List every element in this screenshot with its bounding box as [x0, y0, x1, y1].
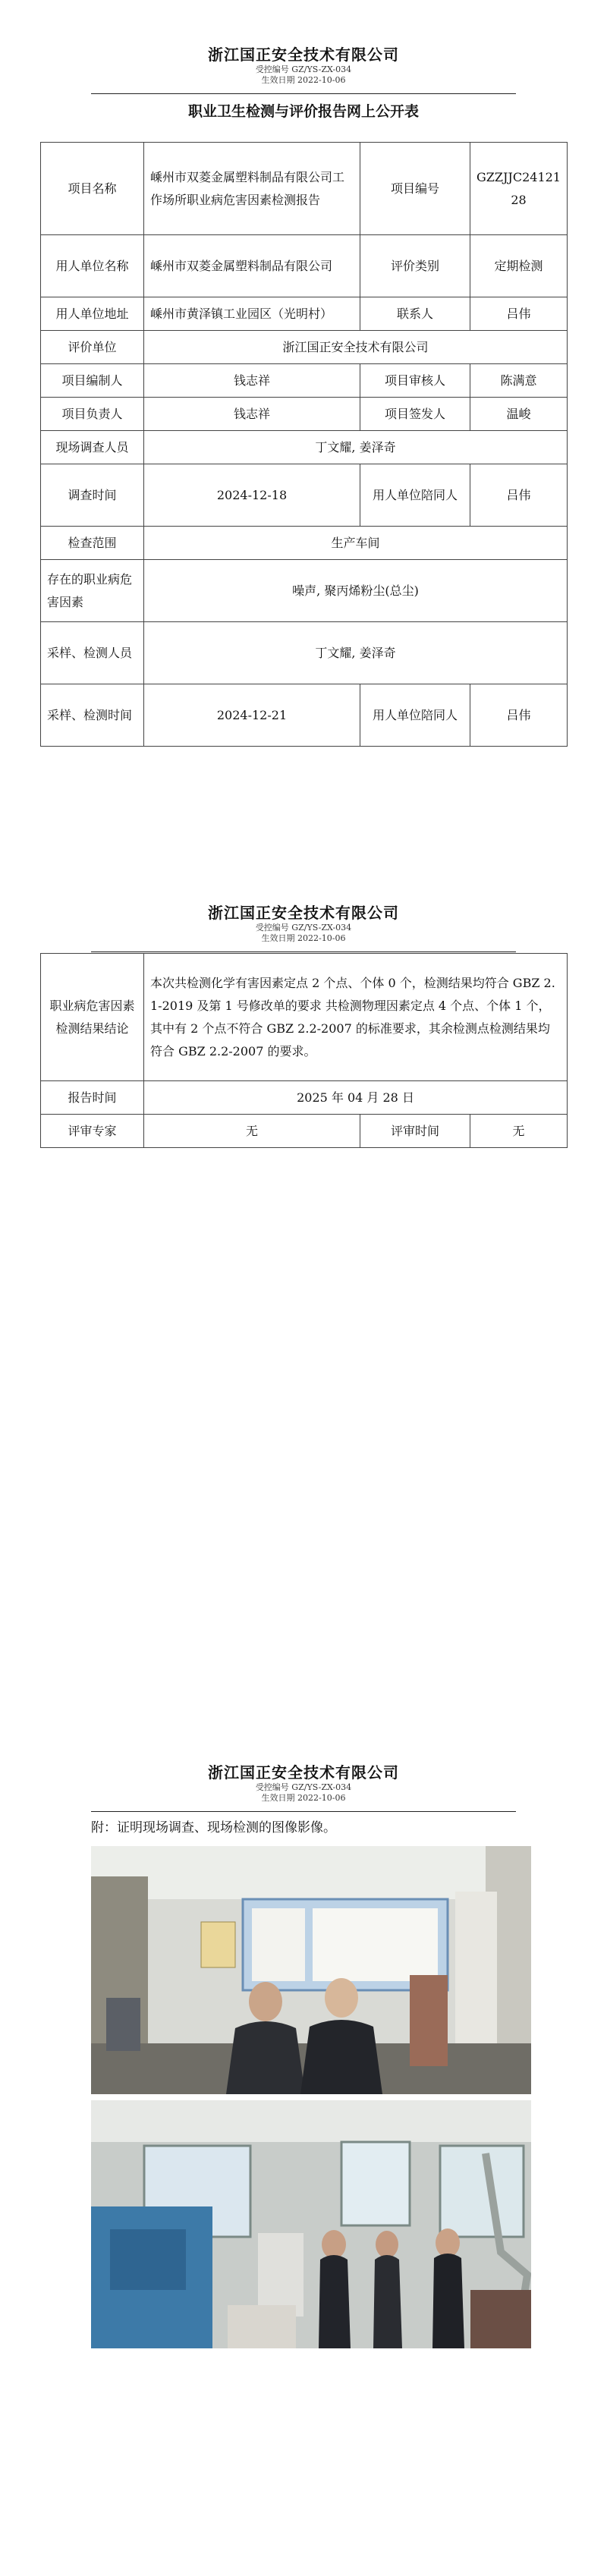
compiler-value: 钱志祥: [144, 364, 360, 398]
site-survey-photo: [91, 1846, 531, 2094]
company-name: 浙江国正安全技术有限公司: [208, 1763, 399, 1782]
sample-time-label: 采样、检测时间: [41, 684, 144, 747]
survey-time-value: 2024-12-18: [144, 464, 360, 527]
eval-unit-value: 浙江国正安全技术有限公司: [144, 331, 568, 364]
review-time-label: 评审时间: [360, 1115, 470, 1148]
leader-label: 项目负责人: [41, 398, 144, 431]
company-name: 浙江国正安全技术有限公司: [208, 46, 399, 64]
project-info-table: [40, 142, 568, 747]
hazards-value: 噪声, 聚丙烯粉尘(总尘): [144, 560, 568, 622]
conclusion-table: [40, 953, 568, 1148]
project-no-label: 项目编号: [360, 143, 470, 235]
project-no-value: GZZJJC2412128: [470, 143, 568, 235]
control-number: 受控编号 GZ/YS-ZX-034: [255, 923, 352, 933]
eval-type-label: 评价类别: [360, 235, 470, 297]
experts-label: 评审专家: [41, 1115, 144, 1148]
address-label: 用人单位地址: [41, 297, 144, 331]
header-divider: [91, 951, 516, 952]
contact-label: 联系人: [360, 297, 470, 331]
contact-value: 吕伟: [470, 297, 568, 331]
effective-date: 生效日期 2022-10-06: [261, 1793, 346, 1803]
accompany2-label: 用人单位陪同人: [360, 684, 470, 747]
report-time-value: 2025 年 04 月 28 日: [144, 1081, 568, 1115]
issuer-value: 温峻: [470, 398, 568, 431]
header-divider: [91, 1811, 516, 1812]
reviewer-label: 项目审核人: [360, 364, 470, 398]
review-time-value: 无: [470, 1115, 568, 1148]
experts-value: 无: [144, 1115, 360, 1148]
employer-label: 用人单位名称: [41, 235, 144, 297]
accompany-label: 用人单位陪同人: [360, 464, 470, 527]
samplers-value: 丁文耀, 姜泽奇: [144, 622, 568, 684]
survey-time-label: 调查时间: [41, 464, 144, 527]
control-number: 受控编号 GZ/YS-ZX-034: [255, 1782, 352, 1792]
page3-header: [0, 1760, 607, 1804]
effective-date: 生效日期 2022-10-06: [261, 933, 346, 943]
company-name: 浙江国正安全技术有限公司: [208, 904, 399, 922]
project-name-value: 嵊州市双菱金属塑料制品有限公司工作场所职业病危害因素检测报告: [144, 143, 360, 235]
leader-value: 钱志祥: [144, 398, 360, 431]
hazards-label: 存在的职业病危害因素: [41, 560, 144, 622]
investigators-label: 现场调查人员: [41, 431, 144, 464]
report-time-label: 报告时间: [41, 1081, 144, 1115]
project-name-label: 项目名称: [41, 143, 144, 235]
conclusion-value: 本次共检测化学有害因素定点 2 个点、个体 0 个，检测结果均符合 GBZ 2.1-2019 及第 1 号修改单的要求 共检测物理因素定点 4 个点、个体 1 个，其中有 2 个点不符合 GBZ 2.2-2007 的标准要求，其余检测点检测结果均符合 GBZ 2.2-2007 的要求。: [144, 954, 568, 1081]
accompany2-value: 吕伟: [470, 684, 568, 747]
samplers-label: 采样、检测人员: [41, 622, 144, 684]
site-testing-photo: [91, 2100, 531, 2348]
employer-value: 嵊州市双菱金属塑料制品有限公司: [144, 235, 360, 297]
issuer-label: 项目签发人: [360, 398, 470, 431]
appendix-note: 附：证明现场调查、现场检测的图像影像。: [91, 1820, 336, 1835]
conclusion-label: 职业病危害因素检测结果结论: [41, 954, 144, 1081]
page2-header: [0, 901, 607, 944]
eval-type-value: 定期检测: [470, 235, 568, 297]
report-title: 职业卫生检测与评价报告网上公开表: [187, 103, 419, 120]
accompany-value: 吕伟: [470, 464, 568, 527]
investigators-value: 丁文耀, 姜泽奇: [144, 431, 568, 464]
sample-time-value: 2024-12-21: [144, 684, 360, 747]
control-number: 受控编号 GZ/YS-ZX-034: [255, 64, 352, 74]
compiler-label: 项目编制人: [41, 364, 144, 398]
effective-date: 生效日期 2022-10-06: [261, 75, 346, 85]
reviewer-value: 陈满意: [470, 364, 568, 398]
address-value: 嵊州市黄泽镇工业园区（光明村）: [144, 297, 360, 331]
page1-header: [0, 42, 607, 86]
header-divider: [91, 93, 516, 94]
scope-value: 生产车间: [144, 527, 568, 560]
eval-unit-label: 评价单位: [41, 331, 144, 364]
scope-label: 检查范围: [41, 527, 144, 560]
